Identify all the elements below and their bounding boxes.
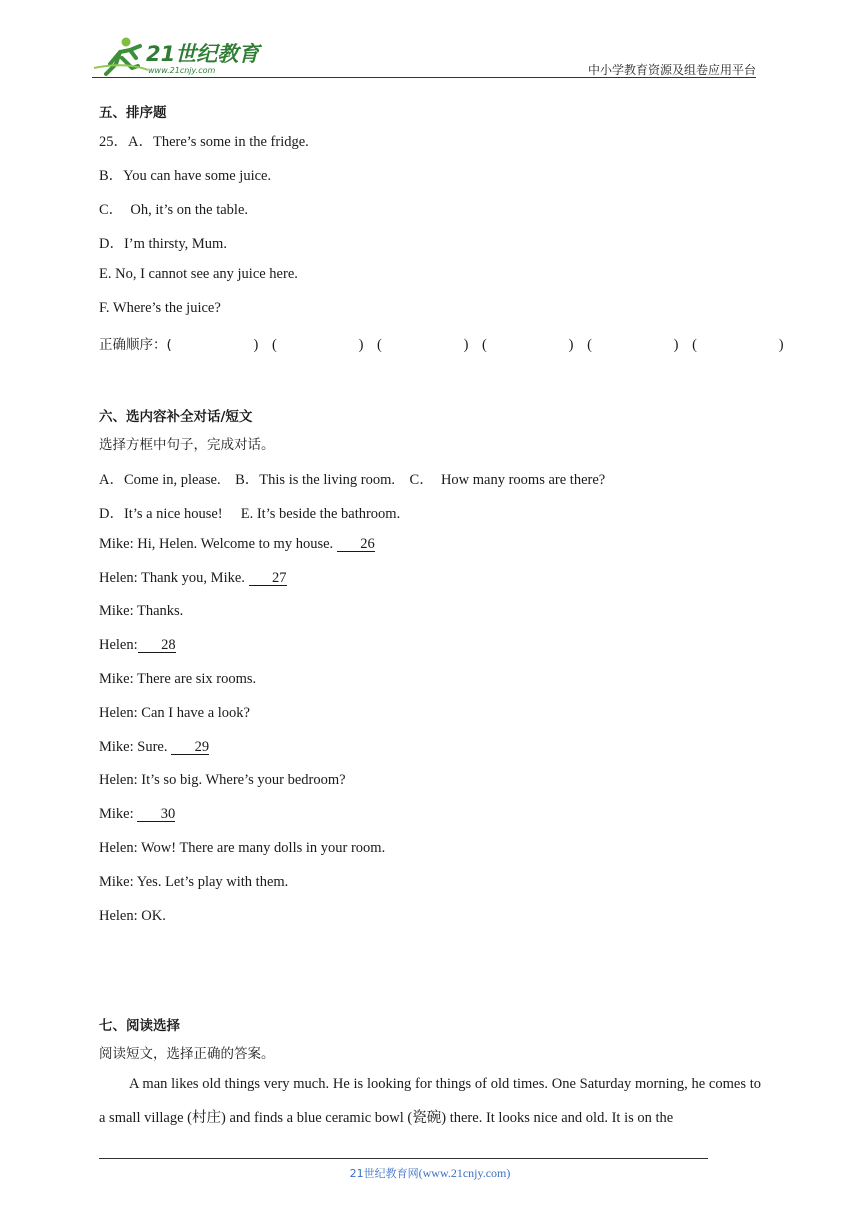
option-line: 25．A．There’s some in the fridge. [99, 134, 309, 150]
footer-divider [99, 1158, 708, 1159]
order-answer-line [99, 333, 784, 354]
option-line: B．You can have some juice. [99, 168, 272, 184]
reading-passage: A man likes old things very much. He is looking for things of old times. One Saturday morning, he comes to a small village (村庄) and finds a blue ceramic bowl (瓷碗) there. It looks nice and old. It is on the [99, 1076, 761, 1126]
section6-title: 六、选内容补全对话/短文 [99, 409, 253, 425]
option-line: D．I’m thirsty, Mum. [99, 236, 227, 252]
dialogue-line: Helen: Can I have a look? [99, 705, 250, 721]
options-line-1: A．Come in, please. B．This is the living room. C． How many rooms are there? [99, 472, 606, 488]
dialogue-line: Helen: Wow! There are many dolls in your room. [99, 840, 386, 856]
answer-blank[interactable]: 27 [249, 571, 287, 586]
section7-title: 七、阅读选择 [99, 1018, 180, 1034]
answer-blank[interactable]: 30 [137, 807, 175, 822]
logo-url: www.21cnjy.com [148, 66, 216, 75]
page-footer [0, 1165, 860, 1181]
answer-blank[interactable]: 26 [337, 537, 375, 552]
site-logo [92, 34, 262, 78]
dialogue-line: Helen: Thank you, Mike. 27 [99, 570, 287, 586]
dialogue-line: Helen: 28 [99, 637, 176, 653]
dialogue-line: Helen: OK. [99, 908, 166, 924]
order-slots: ) ( ) ( ) ( ) ( ) ( ) [171, 337, 784, 353]
dialogue-line: Mike: Sure. 29 [99, 739, 210, 755]
dialogue-line: Mike: There are six rooms. [99, 671, 257, 687]
answer-blank[interactable]: 29 [171, 740, 209, 755]
footer-text: 21世纪教育网 [349, 1167, 419, 1180]
order-label: 正确顺序：( [99, 337, 172, 353]
dialogue-line: Mike: Yes. Let’s play with them. [99, 874, 289, 890]
dialogue-line: Helen: It’s so big. Where’s your bedroom? [99, 772, 346, 788]
section6-instruction: 选择方框中句子，完成对话。 [99, 437, 275, 453]
section5-title: 五、排序题 [99, 105, 167, 121]
platform-name: 中小学教育资源及组卷应用平台 [587, 63, 756, 77]
dialogue-line: Mike: 30 [99, 806, 176, 822]
section7-instruction: 阅读短文，选择正确的答案。 [99, 1046, 275, 1062]
option-line: C． Oh, it’s on the table. [99, 202, 249, 218]
option-line: F. Where’s the juice? [99, 300, 221, 316]
option-line: E. No, I cannot see any juice here. [99, 266, 298, 282]
dialogue-line: Mike: Thanks. [99, 603, 184, 619]
answer-blank[interactable]: 28 [138, 638, 176, 653]
header-divider [92, 77, 756, 78]
dialogue-line: Mike: Hi, Helen. Welcome to my house. 26 [99, 536, 375, 552]
footer-url: (www.21cnjy.com) [418, 1166, 511, 1180]
options-line-2: D．It’s a nice house! E. It’s beside the bathroom. [99, 506, 401, 522]
logo-text: 21世纪教育 [146, 42, 260, 66]
